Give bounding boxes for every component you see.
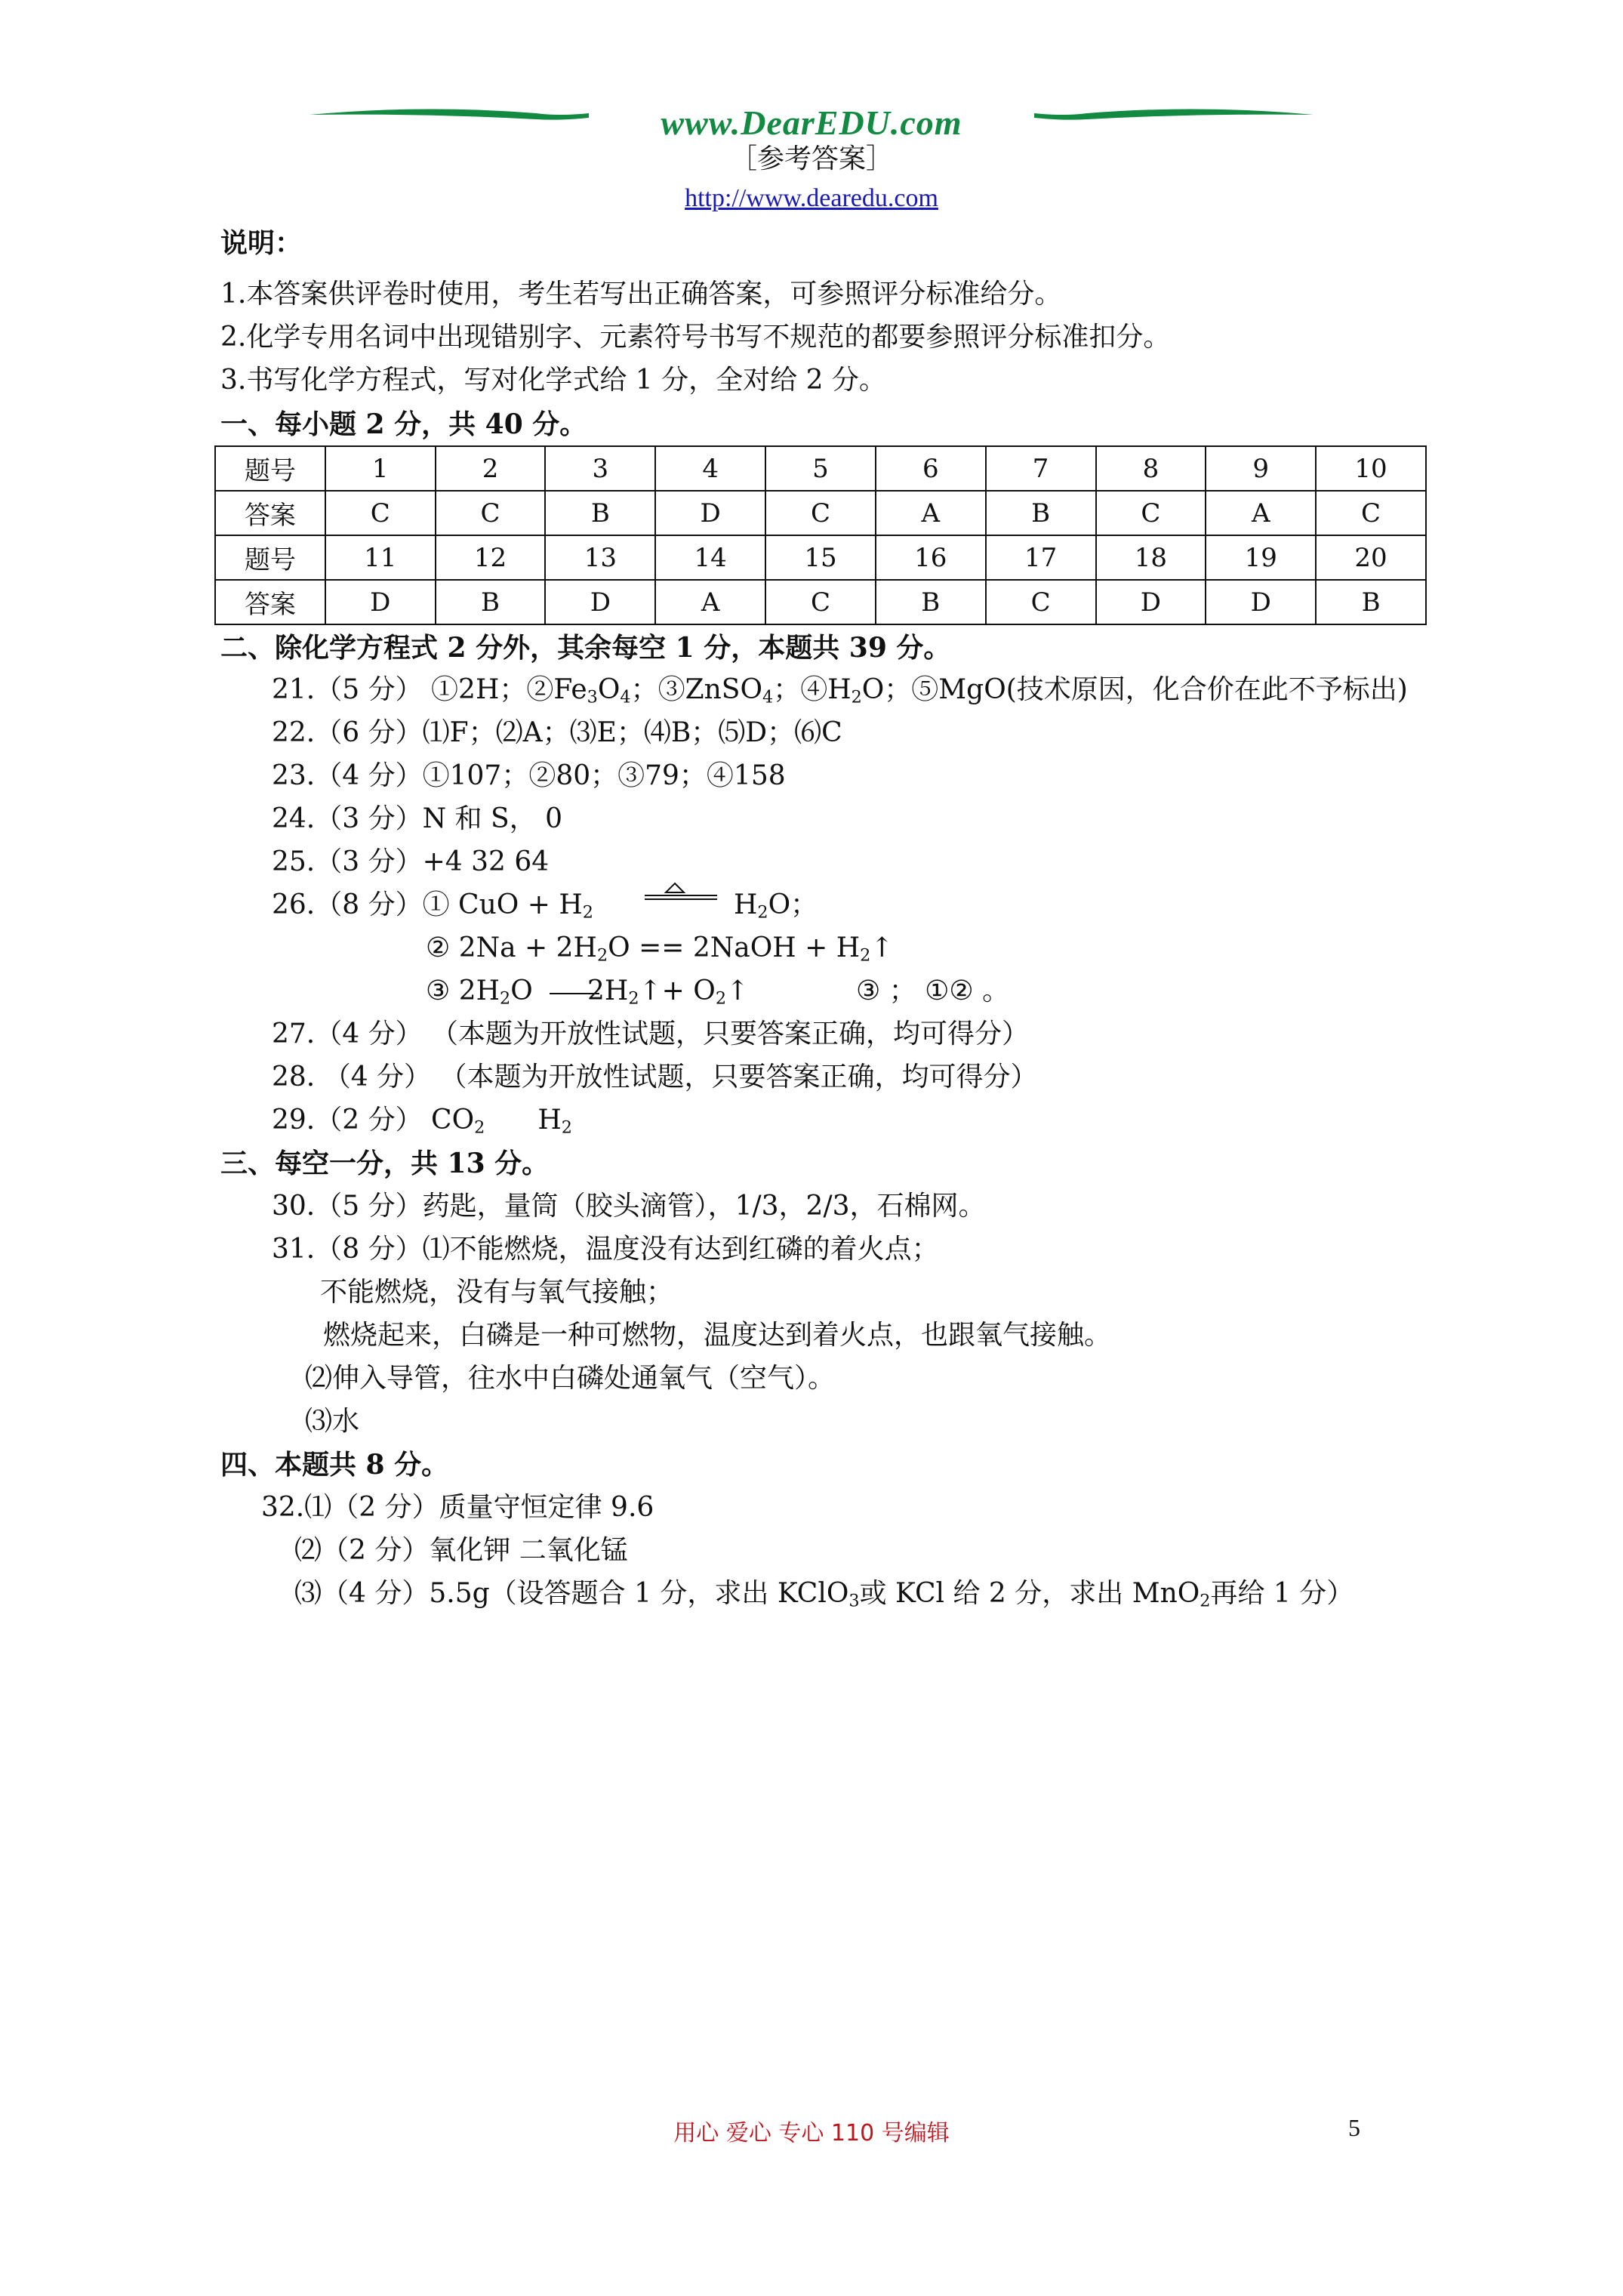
answer-q25: 25.（3 分）+4 32 64 [272, 846, 550, 877]
table-cell: 18 [1096, 535, 1206, 580]
answer-q24: 24.（3 分）N 和 S， 0 [272, 803, 562, 834]
notes-title: 说明： [220, 227, 303, 259]
table-cell: 题号 [215, 446, 325, 491]
table-cell: 答案 [215, 491, 325, 535]
text: H [734, 889, 758, 920]
table-cell: 14 [655, 535, 765, 580]
table-cell: C [325, 491, 436, 535]
table-cell: 10 [1316, 446, 1426, 491]
table-cell: 2 [436, 446, 546, 491]
answer-q32-3 [294, 1577, 1354, 1610]
table-cell: 13 [545, 535, 655, 580]
table-cell: A [1206, 491, 1316, 535]
table-row [215, 491, 1426, 535]
answer-q31-line5: ⑶水 [305, 1406, 360, 1437]
header-url-link[interactable]: http://www.dearedu.com [685, 184, 938, 212]
answer-q30: 30.（5 分）药匙，量筒（胶头滴管），1/3，2/3，石棉网。 [272, 1191, 986, 1222]
answer-q32-1: 32.⑴（2 分）质量守恒定律 9.6 [261, 1492, 654, 1523]
table-cell: 16 [876, 535, 986, 580]
table-cell: D [545, 580, 655, 624]
table-cell: C [436, 491, 546, 535]
table-cell: C [986, 580, 1096, 624]
table-cell: C [765, 580, 876, 624]
answer-q26-eq1 [272, 889, 593, 922]
table-cell: A [876, 491, 986, 535]
text: ③ 2H [426, 975, 500, 1006]
text: O [597, 674, 621, 705]
table-cell: B [436, 580, 546, 624]
table-cell: C [1316, 491, 1426, 535]
answer-q32-2: ⑵（2 分）氧化钾 二氧化锰 [294, 1535, 628, 1566]
table-cell: A [655, 580, 765, 624]
table-cell: B [876, 580, 986, 624]
table-cell: 15 [765, 535, 876, 580]
subscript: 2 [757, 902, 768, 923]
table-cell: D [1096, 580, 1206, 624]
subscript: 4 [620, 687, 631, 707]
subscript: 2 [596, 945, 608, 966]
answer-q28: 28. （4 分） （本题为开放性试题，只要答案正确，均可得分） [272, 1062, 1038, 1093]
section2-title: 二、除化学方程式 2 分外，其余每空 1 分，本题共 39 分。 [220, 632, 951, 664]
up-arrow-icon: ↑ [726, 975, 750, 1006]
subscript: 2 [860, 945, 871, 966]
answer-table [214, 445, 1427, 625]
answer-q31-line3: 燃烧起来，白磷是一种可燃物，温度达到着火点，也跟氧气接触。 [323, 1320, 1112, 1351]
up-arrow-icon: ↑ [870, 932, 894, 963]
table-cell: 7 [986, 446, 1096, 491]
text: ；④H [773, 674, 852, 705]
subscript: 2 [561, 1117, 572, 1138]
text: ；③ZnSO [630, 674, 762, 705]
table-cell: 4 [655, 446, 765, 491]
text: 26.（8 分）① CuO + H [272, 889, 583, 920]
subscript: 3 [848, 1591, 860, 1611]
table-cell: C [1096, 491, 1206, 535]
table-cell: 1 [325, 446, 436, 491]
table-cell: D [655, 491, 765, 535]
table-row [215, 535, 1426, 580]
answer-q26-tail: ③ ； ①② 。 [856, 975, 1010, 1006]
note-item-2: 2.化学专用名词中出现错别字、元素符号书写不规范的都要参照评分标准扣分。 [220, 322, 1171, 353]
text: O [510, 975, 533, 1006]
text: ↑+ O [639, 975, 716, 1006]
section4-title: 四、本题共 8 分。 [220, 1449, 449, 1481]
text: O；⑤MgO(技术原因，化合价在此不予标出) [861, 674, 1408, 705]
table-cell: D [325, 580, 436, 624]
section3-title: 三、每空一分，共 13 分。 [220, 1148, 550, 1179]
table-cell: C [765, 491, 876, 535]
text: 2H [587, 975, 629, 1006]
answer-q26-eq3-product [587, 975, 749, 1008]
subscript: 2 [715, 988, 727, 1009]
text: ⑶（4 分）5.5g（设答题合 1 分，求出 KClO [294, 1578, 849, 1609]
subscript: 2 [851, 687, 862, 707]
table-cell: 答案 [215, 580, 325, 624]
note-item-3: 3.书写化学方程式，写对化学式给 1 分，全对给 2 分。 [220, 365, 886, 396]
table-cell: D [1206, 580, 1316, 624]
answer-q21 [272, 673, 1408, 707]
text: 或 KCl 给 2 分，求出 MnO [859, 1578, 1200, 1609]
table-cell: 3 [545, 446, 655, 491]
note-item-1: 1.本答案供评卷时使用，考生若写出正确答案，可参照评分标准给分。 [220, 279, 1062, 310]
table-cell: 12 [436, 535, 546, 580]
page-number: 5 [1348, 2114, 1360, 2141]
answer-q29 [272, 1104, 572, 1137]
subscript: 3 [587, 687, 598, 707]
subscript: 4 [762, 687, 774, 707]
header-subtitle: ［参考答案］ [729, 143, 893, 174]
answer-q31-line4: ⑵伸入导管，往水中白磷处通氧气（空气）。 [305, 1363, 836, 1394]
answer-q22: 22.（6 分）⑴F；⑵A；⑶E；⑷B；⑸D；⑹C [272, 717, 842, 748]
text: O； [768, 889, 818, 920]
answer-q26-eq1-product [734, 889, 818, 922]
answer-q31-line1: 31.（8 分）⑴不能燃烧，温度没有达到红磷的着火点； [272, 1234, 939, 1265]
table-cell: 11 [325, 535, 436, 580]
table-cell: 17 [986, 535, 1096, 580]
subscript: 2 [474, 1117, 485, 1138]
table-row [215, 580, 1426, 624]
text: 21.（5 分） ①2H；②Fe [272, 674, 587, 705]
subscript: 2 [500, 988, 511, 1009]
text: 再给 1 分） [1210, 1578, 1354, 1609]
table-cell: 题号 [215, 535, 325, 580]
answer-q31-line2: 不能燃烧，没有与氧气接触； [320, 1277, 674, 1308]
table-cell: B [986, 491, 1096, 535]
table-cell: 20 [1316, 535, 1426, 580]
answer-q27: 27.（4 分） （本题为开放性试题，只要答案正确，均可得分） [272, 1019, 1030, 1049]
text: O == 2NaOH + H [608, 932, 861, 963]
table-cell: 6 [876, 446, 986, 491]
text: ② 2Na + 2H [426, 932, 597, 963]
table-cell: 8 [1096, 446, 1206, 491]
answer-q26-eq3 [426, 975, 533, 1008]
subscript: 2 [582, 902, 593, 923]
subscript: 2 [1200, 1591, 1211, 1611]
footer-text: 用心 爱心 专心 110 号编辑 [673, 2120, 950, 2147]
table-row [215, 446, 1426, 491]
text: H [537, 1105, 562, 1136]
table-cell: B [1316, 580, 1426, 624]
table-cell: 19 [1206, 535, 1316, 580]
table-cell: B [545, 491, 655, 535]
answer-q23: 23.（4 分）①107；②80；③79；④158 [272, 760, 786, 791]
answer-q26-eq2 [426, 932, 893, 965]
table-cell: 9 [1206, 446, 1316, 491]
logo-text: www.DearEDU.com [661, 103, 962, 142]
heat-condition-icon [642, 876, 725, 906]
text: 29.（2 分） CO [272, 1105, 475, 1136]
section1-title: 一、每小题 2 分，共 40 分。 [220, 408, 587, 440]
subscript: 2 [628, 988, 639, 1009]
table-cell: 5 [765, 446, 876, 491]
